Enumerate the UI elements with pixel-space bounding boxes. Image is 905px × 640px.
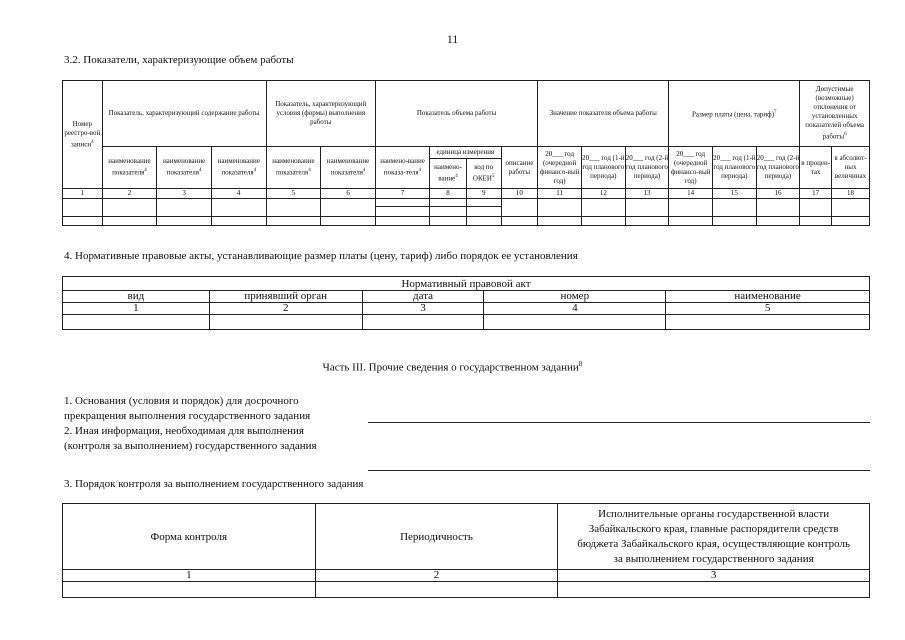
col-num: 1 (63, 303, 210, 315)
col-num: 8 (430, 189, 467, 199)
volume-ind-name: наимено-вание показа-теля$^4$ (375, 147, 429, 189)
item-3-title: 3. Порядок контроля за выполнением государственного задания (64, 478, 364, 490)
col-num: 5 (266, 189, 321, 199)
item-1-line-1: 1. Основания (условия и порядок) для досрочного (64, 395, 299, 407)
col-num: 18 (832, 189, 870, 199)
fee-year-3: 20___ год (2-й год планового периода) (756, 147, 800, 189)
table-row (63, 217, 870, 226)
unit-name: наимено-вание$^4$ (430, 159, 467, 189)
item-1-fill-line (368, 422, 870, 423)
authorities-header: Исполнительные органы государственной власти Забайкальского края, главные распорядители средств бюджета Забайкальского края, осуществляющие контроль за выполнением государственного задания (558, 504, 870, 570)
part-3-items (64, 394, 317, 454)
legal-act-col-number: номер (484, 291, 666, 303)
col-num: 4 (484, 303, 666, 315)
legal-act-col-name: наименование (666, 291, 870, 303)
value-year-1: 20___ год (очередной финансо-вый год) (538, 147, 582, 189)
item-2-fill-line (368, 470, 870, 471)
work-desc-header: описание работы (501, 147, 538, 189)
col-num: 17 (800, 189, 832, 199)
deviation-absolute: в абсолют-ных величинах (832, 147, 870, 189)
col-num: 12 (582, 189, 626, 199)
control-table (62, 503, 870, 598)
condition-ind-2: наименование показателя$^4$ (321, 147, 376, 189)
content-ind-2: наименование показателя$^4$ (157, 147, 212, 189)
col-num: 14 (669, 189, 713, 199)
col-num: 2 (209, 303, 362, 315)
reg-num-header: Номер реестро-вой записи$^4$ (63, 81, 103, 189)
col-num: 9 (466, 189, 501, 199)
col-num: 3 (157, 189, 212, 199)
legal-act-header: Нормативный правовой акт (63, 277, 870, 291)
col-num: 11 (538, 189, 582, 199)
value-year-3: 20___ год (2-й год планового периода) (625, 147, 669, 189)
col-num: 3 (362, 303, 484, 315)
section-3-2-title: 3.2. Показатели, характеризующие объем работы (64, 54, 294, 66)
col-num: 13 (625, 189, 669, 199)
col-num: 4 (211, 189, 266, 199)
legal-act-col-date: дата (362, 291, 484, 303)
conditions-group-header: Показатель, характеризующий условия (формы) выполнения работы (266, 81, 375, 147)
fee-group-header: Размер платы (цена, тариф)$^7$ (669, 81, 800, 147)
fee-year-1: 20___ год (очередной финансо-вый год) (669, 147, 713, 189)
col-num: 1 (63, 570, 316, 582)
item-1-line-2: прекращения выполнения государственного задания (64, 410, 311, 422)
content-ind-1: наименование показателя$^4$ (102, 147, 157, 189)
section-4-title: 4. Нормативные правовые акты, устанавливающие размер платы (цену, тариф) либо порядок ее установления (64, 250, 578, 262)
col-num: 10 (501, 189, 538, 199)
column-number-row (63, 189, 870, 199)
part-3-title: Часть III. Прочие сведения о государственном задании$^8$ (322, 360, 583, 374)
col-num: 15 (713, 189, 757, 199)
col-num: 16 (756, 189, 800, 199)
content-group-header: Показатель, характеризующий содержание работы (102, 81, 266, 147)
okei-code: код по ОКЕИ$^5$ (466, 159, 501, 189)
periodicity-header: Периодичность (315, 504, 558, 570)
legal-act-col-type: вид (63, 291, 210, 303)
unit-header: единица измерения (430, 147, 501, 159)
work-volume-table (62, 80, 870, 226)
col-num: 2 (102, 189, 157, 199)
page-number: 11 (446, 32, 459, 46)
value-year-2: 20___ год (1-й год планового периода) (582, 147, 626, 189)
col-num: 7 (375, 189, 429, 199)
condition-ind-1: наименование показателя$^4$ (266, 147, 321, 189)
table-row (63, 582, 870, 598)
table-row (63, 315, 870, 330)
legal-act-col-body: принявший орган (209, 291, 362, 303)
value-group-header: Значение показателя объема работы (538, 81, 669, 147)
table-row (63, 199, 870, 207)
volume-group-header: Показатель объема работы (375, 81, 537, 147)
col-num: 6 (321, 189, 376, 199)
item-2-line-2: (контроля за выполнением) государственного задания (64, 440, 317, 452)
legal-acts-table (62, 276, 870, 330)
col-num: 2 (315, 570, 558, 582)
deviation-group-header: Допустимые (возможные) отклонения от установленных показателей объема работы$^6$ (800, 81, 870, 147)
deviation-percent: в процен-тах (800, 147, 832, 189)
fee-year-2: 20___ год (1-й год планового периода) (713, 147, 757, 189)
item-2-line-1: 2. Иная информация, необходимая для выполнения (64, 425, 304, 437)
col-num: 3 (558, 570, 870, 582)
col-num: 5 (666, 303, 870, 315)
control-form-header: Форма контроля (63, 504, 316, 570)
col-num: 1 (63, 189, 103, 199)
content-ind-3: наименование показателя$^4$ (211, 147, 266, 189)
